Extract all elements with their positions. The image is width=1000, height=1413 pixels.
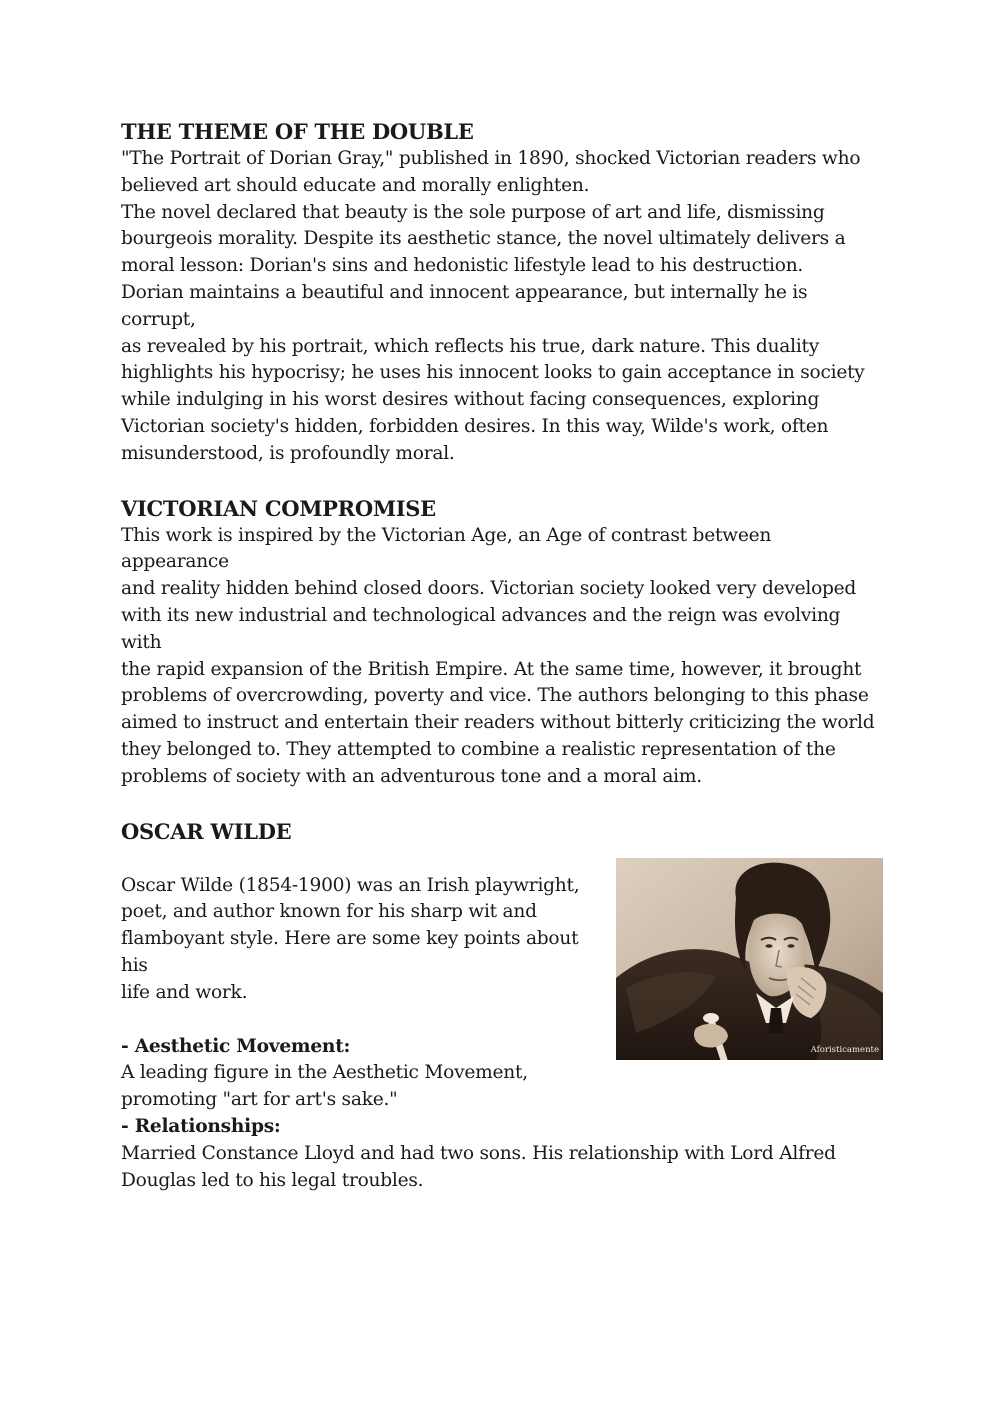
text-line: "The Portrait of Dorian Gray," published in 1890, shocked Victorian readers who	[121, 148, 861, 169]
text-line: while indulging in his worst desires without facing consequences, exploring	[121, 389, 820, 411]
text-line: highlights his hypocrisy; he uses his innocent looks to gain acceptance in society	[121, 362, 865, 384]
text-line: poet, and author known for his sharp wit and	[121, 901, 537, 923]
text-line: The novel declared that beauty is the sole purpose of art and life, dismissing	[121, 201, 825, 223]
text-line: bourgeois morality. Despite its aesthetic stance, the novel ultimately delivers a	[121, 228, 846, 250]
text-line: Douglas led to his legal troubles.	[121, 1169, 424, 1191]
compromise-paragraph	[121, 523, 883, 791]
text-line: problems of overcrowding, poverty and vice. The authors belonging to this phase	[121, 685, 869, 707]
aesthetic-heading: - Aesthetic Movement:	[121, 1035, 351, 1057]
text-line: problems of society with an adventurous tone and a moral aim.	[121, 765, 702, 787]
spacer	[121, 791, 883, 818]
double-paragraph	[121, 146, 883, 468]
photo-watermark: Aforisticamente	[810, 1044, 879, 1055]
wilde-section	[121, 873, 883, 1195]
text-line: Victorian society's hidden, forbidden desires. In this way, Wilde's work, often	[121, 415, 829, 437]
text-line: moral lesson: Dorian's sins and hedonistic lifestyle lead to his destruction.	[121, 255, 804, 277]
text-line: flamboyant style. Here are some key points about his	[121, 928, 579, 976]
text-line: A leading figure in the Aesthetic Movement,	[121, 1062, 528, 1084]
text-line: misunderstood, is profoundly moral.	[121, 442, 455, 464]
text-line: aimed to instruct and entertain their readers without bitterly criticizing the world	[121, 712, 875, 734]
aesthetic-movement	[121, 1034, 606, 1114]
relationships-heading: - Relationships:	[121, 1115, 281, 1137]
text-line: the rapid expansion of the British Empire. At the same time, however, it brought	[121, 658, 862, 680]
text-line: Dorian maintains a beautiful and innocent appearance, but internally he is corrupt,	[121, 281, 808, 330]
wilde-intro	[121, 873, 606, 1007]
text-line: This work is inspired by the Victorian Age, an Age of contrast between appearance	[121, 524, 772, 573]
text-line: and reality hidden behind closed doors. Victorian society looked very developed	[121, 578, 857, 600]
section-title-double: THE THEME OF THE DOUBLE	[121, 119, 474, 144]
text-line: Married Constance Lloyd and had two sons. His relationship with Lord Alfred	[121, 1142, 836, 1164]
spacer	[121, 468, 883, 495]
section-title-wilde: OSCAR WILDE	[121, 818, 292, 844]
text-line: promoting "art for art's sake."	[121, 1089, 398, 1111]
oscar-wilde-portrait	[616, 858, 883, 1060]
text-line: as revealed by his portrait, which reflects his true, dark nature. This duality	[121, 335, 820, 357]
text-line: they belonged to. They attempted to combine a realistic representation of the	[121, 738, 836, 760]
portrait-illustration	[616, 858, 883, 1060]
text-line: Oscar Wilde (1854-1900) was an Irish playwright,	[121, 874, 580, 896]
text-line: believed art should educate and morally enlighten.	[121, 174, 590, 196]
relationships	[121, 1114, 883, 1194]
document-page	[121, 118, 883, 1194]
section-title-compromise: VICTORIAN COMPROMISE	[121, 495, 436, 521]
text-line: life and work.	[121, 981, 248, 1003]
text-line: with its new industrial and technological advances and the reign was evolving with	[121, 604, 841, 653]
